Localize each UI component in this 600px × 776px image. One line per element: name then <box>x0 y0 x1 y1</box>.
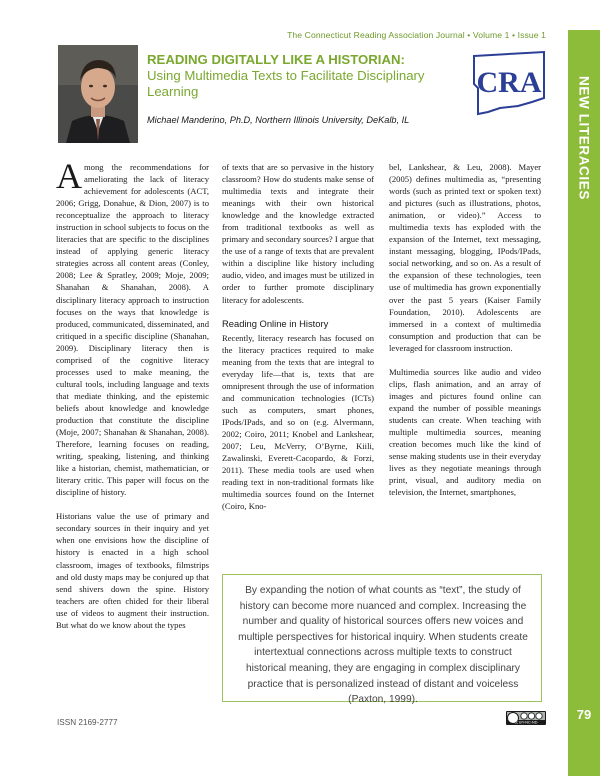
section-heading: Reading Online in History <box>222 317 329 329</box>
paragraph: Multimedia sources like audio and video clips, flash animation, and an array of images and pictures found online can expand the number of possible meanings students can create. When teaching with multiple multimedia sources, meaning creation becomes much like the kind of sense making students use in their everyday lives as they negotiate meanings through print, visual, and auditory media on television, the Internet, smartphones, <box>389 366 541 498</box>
paragraph: bel, Lankshear, & Leu, 2008). Mayer (2005) defines multimedia as, “presenting words (such as printed text or spoken text) and pictures (such as illustrations, photos, animation, or video).” Access to multimedia texts has exploded with the expansion of the Internet, text messaging, instant messaging, blogging, IPods/IPads, social networking, and so on. As a result of the expansion of these technologies, teen use of multimedia has grown exponentially over the past 5 years (Kaiser Family Foundation, 2010). Adolescents are immersed in a context of multimedia consumption and production that can be leveraged for classroom instruction. <box>389 162 541 353</box>
cc-license-icon <box>506 711 546 725</box>
article-title: READING DIGITALLY LIKE A HISTORIAN: <box>147 52 405 67</box>
section-label-text: NEW LITERACIES <box>576 76 592 200</box>
author-portrait-image <box>58 45 138 143</box>
author-photo <box>58 45 138 143</box>
page-number: 79 <box>576 707 592 722</box>
creative-commons-badge <box>506 711 546 725</box>
column-1 <box>56 156 209 643</box>
paragraph: Recently, literacy research has focused on the literacy practices required to make meaning from the texts that are integral to everyday life—that is, texts that are omnipresent through the use of information and communication technologies (ICTs) such as computers, smart phones, IPods/IPads, and so on (e.g. Alvermann, 2002; Coiro, 2011; Knobel and Lankshear, 2007; Leu, McVerry, O’Byrne, Kiili, Zawalinski, Everett-Cacopardo, & Forzi, 2011). These media tools are used when reading text in non-traditional formats like multimedia sources found on the Internet (Coiro, Kno- <box>222 332 374 512</box>
issn-number: ISSN 2169-2777 <box>57 718 118 727</box>
column-3 <box>389 161 541 510</box>
author-byline: Michael Manderino, Ph.D, Northern Illinois University, DeKalb, IL <box>147 115 410 125</box>
cra-logo-text: CRA <box>476 66 542 99</box>
journal-header: The Connecticut Reading Association Journal • Volume 1 • Issue 1 <box>287 30 546 40</box>
drop-cap: A <box>56 156 82 196</box>
connecticut-map-logo <box>470 48 548 118</box>
paragraph-text: mong the recommendations for ameliorating the lack of literacy achievement for adolescents (ACT, 2006; Grigg, Donahue, & Dion, 2007) is to reconceptualize the approach to literacy instruction in school subjects to focus on the literacies that are specific to the disciplines instead of applying generic literacy strategies across all content areas (Conley, 2008; Lee & Spratley, 2009; Moje, 2009; Shanahan & Shanahan, 2008). A disciplinary literacy approach to instruction focuses on the ways that knowledge is produced, communicated, disseminated, and critiqued in a specific discipline (Shanahan, 2009). Disciplinary literacy then is comprised of the cognitive literacy processes used to make meaning, the cultural tools, including language and texts that mediate thinking, and the epistemic beliefs about knowledge and knowledge production that constitute the discipline (Moje, 2007; Shanahan & Shanahan, 2008). Therefore, learning focuses on reading, writing, speaking, listening, and thinking like a historian, chemist, mathematician, or literary critic. This paper will focus on the discipline of history. <box>56 162 209 498</box>
article-title-block <box>147 52 467 100</box>
section-label <box>568 48 600 228</box>
paragraph <box>56 156 209 498</box>
pull-quote-box: By expanding the notion of what counts as “text”, the study of history can become more nuanced and complex. Increasing the number and quality of historical sources offers new voices and multiple perspectives for historical inquiry. When students create intertextual connections across multiple texts to construct historical meaning, they are engaging in complex disciplinary practice that is personalized instead of distant and voiceless (Paxton, 1999). <box>222 574 542 702</box>
article-subtitle: Using Multimedia Texts to Facilitate Disciplinary Learning <box>147 68 425 99</box>
cra-logo <box>470 48 548 118</box>
cc-license-text: cc BY-NC-ND <box>514 720 538 725</box>
paragraph: of texts that are so pervasive in the history classroom? How do students make sense of multimedia texts and integrate their meanings with their own historical knowledge and the knowledge extracted from traditional textbooks as well as primary and secondary sources? I argue that the use of a range of texts that are prevalent within a discipline like history including audio, video, and images must be utilized in order to further promote disciplinary literacy for adolescents. <box>222 162 374 305</box>
paragraph: Historians value the use of primary and secondary sources in their inquiry and yet when one envisions how the discipline of history is enacted in a high school classroom, images of textbooks, filmstrips and old dusty maps may be conjured up that send shivers down the spine. History teachers are often chided for their liberal use of videos to augment their instruction. But what do we know about the types <box>56 511 209 630</box>
column-2 <box>222 161 374 524</box>
